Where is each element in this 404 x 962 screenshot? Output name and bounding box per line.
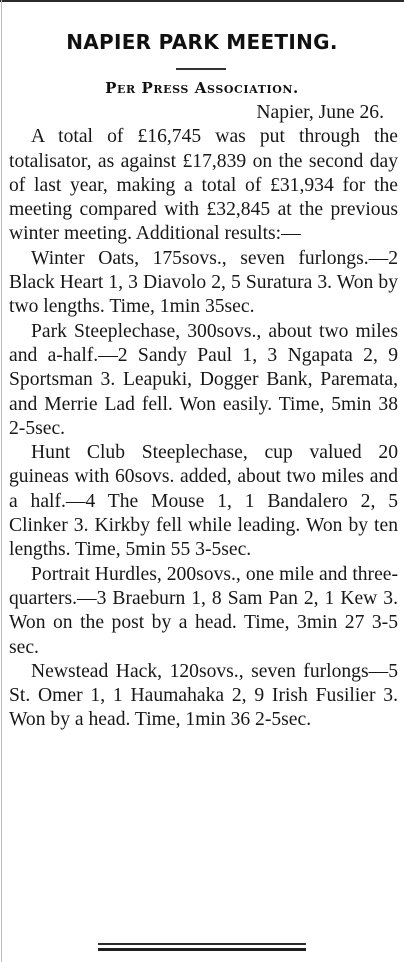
column-edge (1, 0, 2, 962)
paragraph-hunt-club-steeplechase: Hunt Club Steeplechase, cup valued 20 guineas with 60sovs. added, about two miles and a half.—4 The Mouse 1, 1 Bandalero 2, 5 Clinker 3. Kirkby fell while leading. Won by ten lengths. Time, 5min 55 3-5sec. (9, 442, 398, 561)
paragraph-totalisator: A total of £16,745 was put through the totalisator, as against £17,839 on the second day of last year, making a total of £31,934 for the meeting compared with £32,845 at the previous winter meeting. Additional results:— (9, 126, 398, 245)
top-rule (0, 0, 404, 2)
end-rule-thick (98, 948, 306, 951)
paragraph-newstead-hack: Newstead Hack, 120sovs., seven furlongs—5 St. Omer 1, 1 Haumahaka 2, 9 Irish Fusilier 3. Won by a head. Time, 1min 36 2-5sec. (9, 660, 398, 731)
paragraph-winter-oats: Winter Oats, 175sovs., seven furlongs.—2 Black Heart 1, 3 Diavolo 2, 5 Suratura 3. Won by two lengths. Time, 1min 35sec. (9, 247, 398, 318)
headline-divider (176, 68, 226, 70)
headline: NAPIER PARK MEETING. (66, 30, 338, 54)
paragraph-portrait-hurdles: Portrait Hurdles, 200sovs., one mile and three-quarters.—3 Braeburn 1, 8 Sam Pan 2, 1 Kew 3. Won on the post by a head. Time, 3min 27 3-5 sec. (9, 563, 398, 658)
paragraph-park-steeplechase: Park Steeplechase, 300sovs., about two miles and a-half.—2 Sandy Paul 1, 3 Ngapata 2, 9 Sportsman 3. Leapuki, Dogger Bank, Paremata, and Merrie Lad fell. Won easily. Time, 5min 38 2-5sec. (9, 320, 398, 439)
article-body (9, 101, 398, 733)
dateline: Napier, June 26. (256, 102, 384, 123)
byline: Per Press Association. (105, 79, 299, 97)
end-rule-thin (98, 943, 306, 945)
